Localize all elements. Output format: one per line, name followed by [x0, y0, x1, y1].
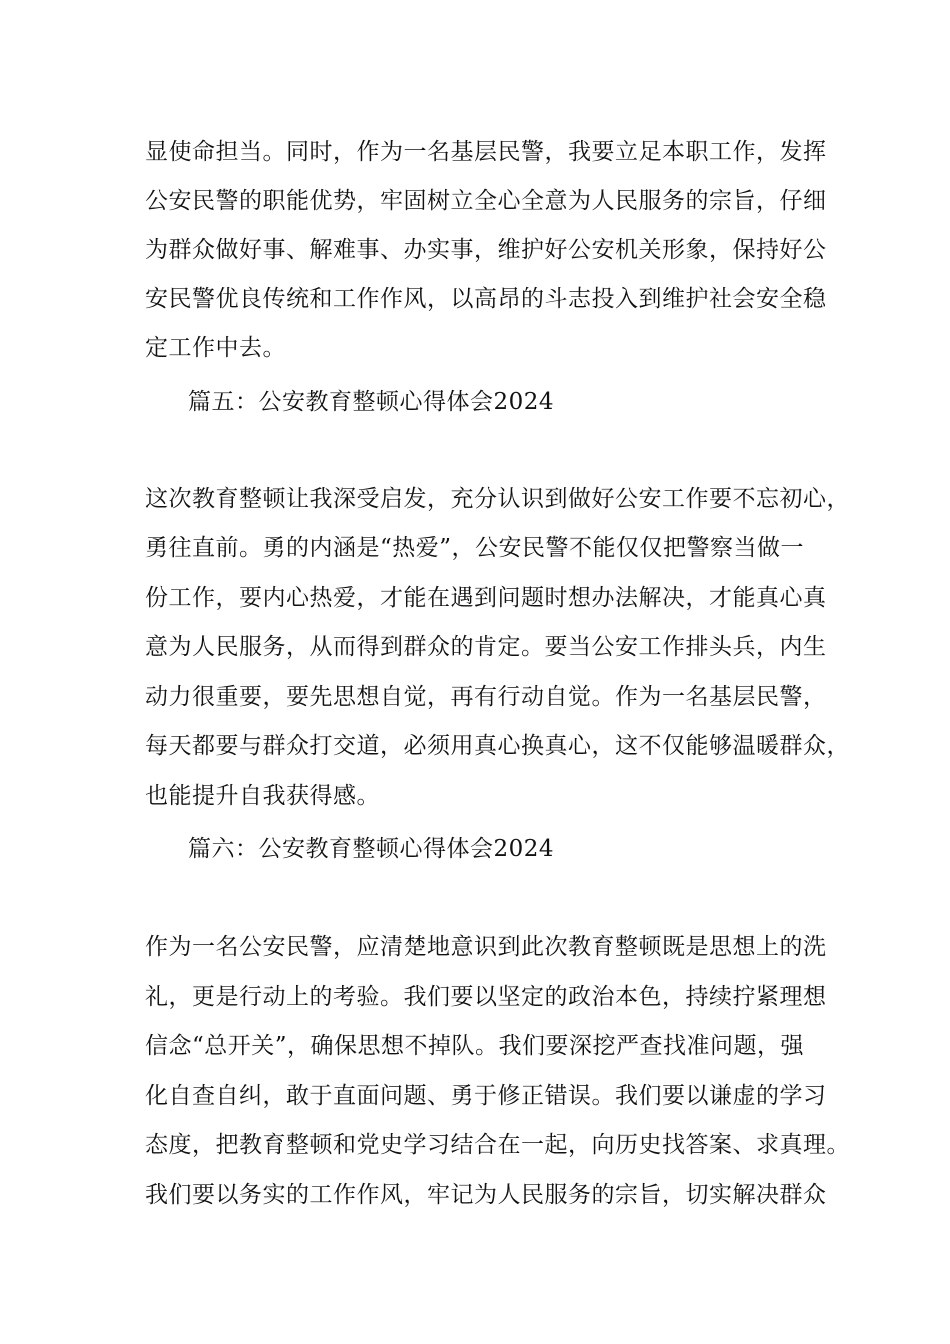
paragraph-line: 信念“总开关”，确保思想不掉队。我们要深挖严查找准问题，强: [145, 1033, 805, 1059]
paragraph-line: 勇往直前。勇的内涵是“热爱”，公安民警不能仅仅把警察当做一: [145, 535, 805, 561]
paragraph-line: 态度，把教育整顿和党史学习结合在一起，向历史找答案、求真理。: [145, 1132, 850, 1158]
paragraph-line: 为群众做好事、解难事、办实事，维护好公安机关形象，保持好公: [145, 237, 827, 263]
paragraph-line: 安民警优良传统和工作作风，以高昂的斗志投入到维护社会安全稳: [145, 286, 827, 312]
paragraph-line: 每天都要与群众打交道，必须用真心换真心，这不仅能够温暖群众，: [145, 733, 850, 759]
paragraph-line: 显使命担当。同时，作为一名基层民警，我要立足本职工作，发挥: [145, 139, 827, 165]
paragraph-line: 礼，更是行动上的考验。我们要以坚定的政治本色，持续拧紧理想: [145, 984, 827, 1010]
section-heading: 篇五：公安教育整顿心得体会2024: [188, 389, 555, 415]
paragraph-line: 份工作，要内心热爱，才能在遇到问题时想办法解决，才能真心真: [145, 585, 827, 611]
paragraph-line: 这次教育整顿让我深受启发，充分认识到做好公安工作要不忘初心，: [145, 486, 850, 512]
paragraph-line: 意为人民服务，从而得到群众的肯定。要当公安工作排头兵，内生: [145, 634, 827, 660]
paragraph-line: 作为一名公安民警，应清楚地意识到此次教育整顿既是思想上的洗: [145, 934, 827, 960]
paragraph-line: 定工作中去。: [145, 335, 286, 361]
paragraph-line: 公安民警的职能优势，牢固树立全心全意为人民服务的宗旨，仔细: [145, 188, 827, 214]
section-heading: 篇六：公安教育整顿心得体会2024: [188, 836, 555, 862]
paragraph-line: 也能提升自我获得感。: [145, 783, 380, 809]
paragraph-line: 动力很重要，要先思想自觉，再有行动自觉。作为一名基层民警，: [145, 684, 827, 710]
paragraph-line: 我们要以务实的工作作风，牢记为人民服务的宗旨，切实解决群众: [145, 1182, 827, 1208]
paragraph-line: 化自查自纠，敢于直面问题、勇于修正错误。我们要以谦虚的学习: [145, 1083, 827, 1109]
